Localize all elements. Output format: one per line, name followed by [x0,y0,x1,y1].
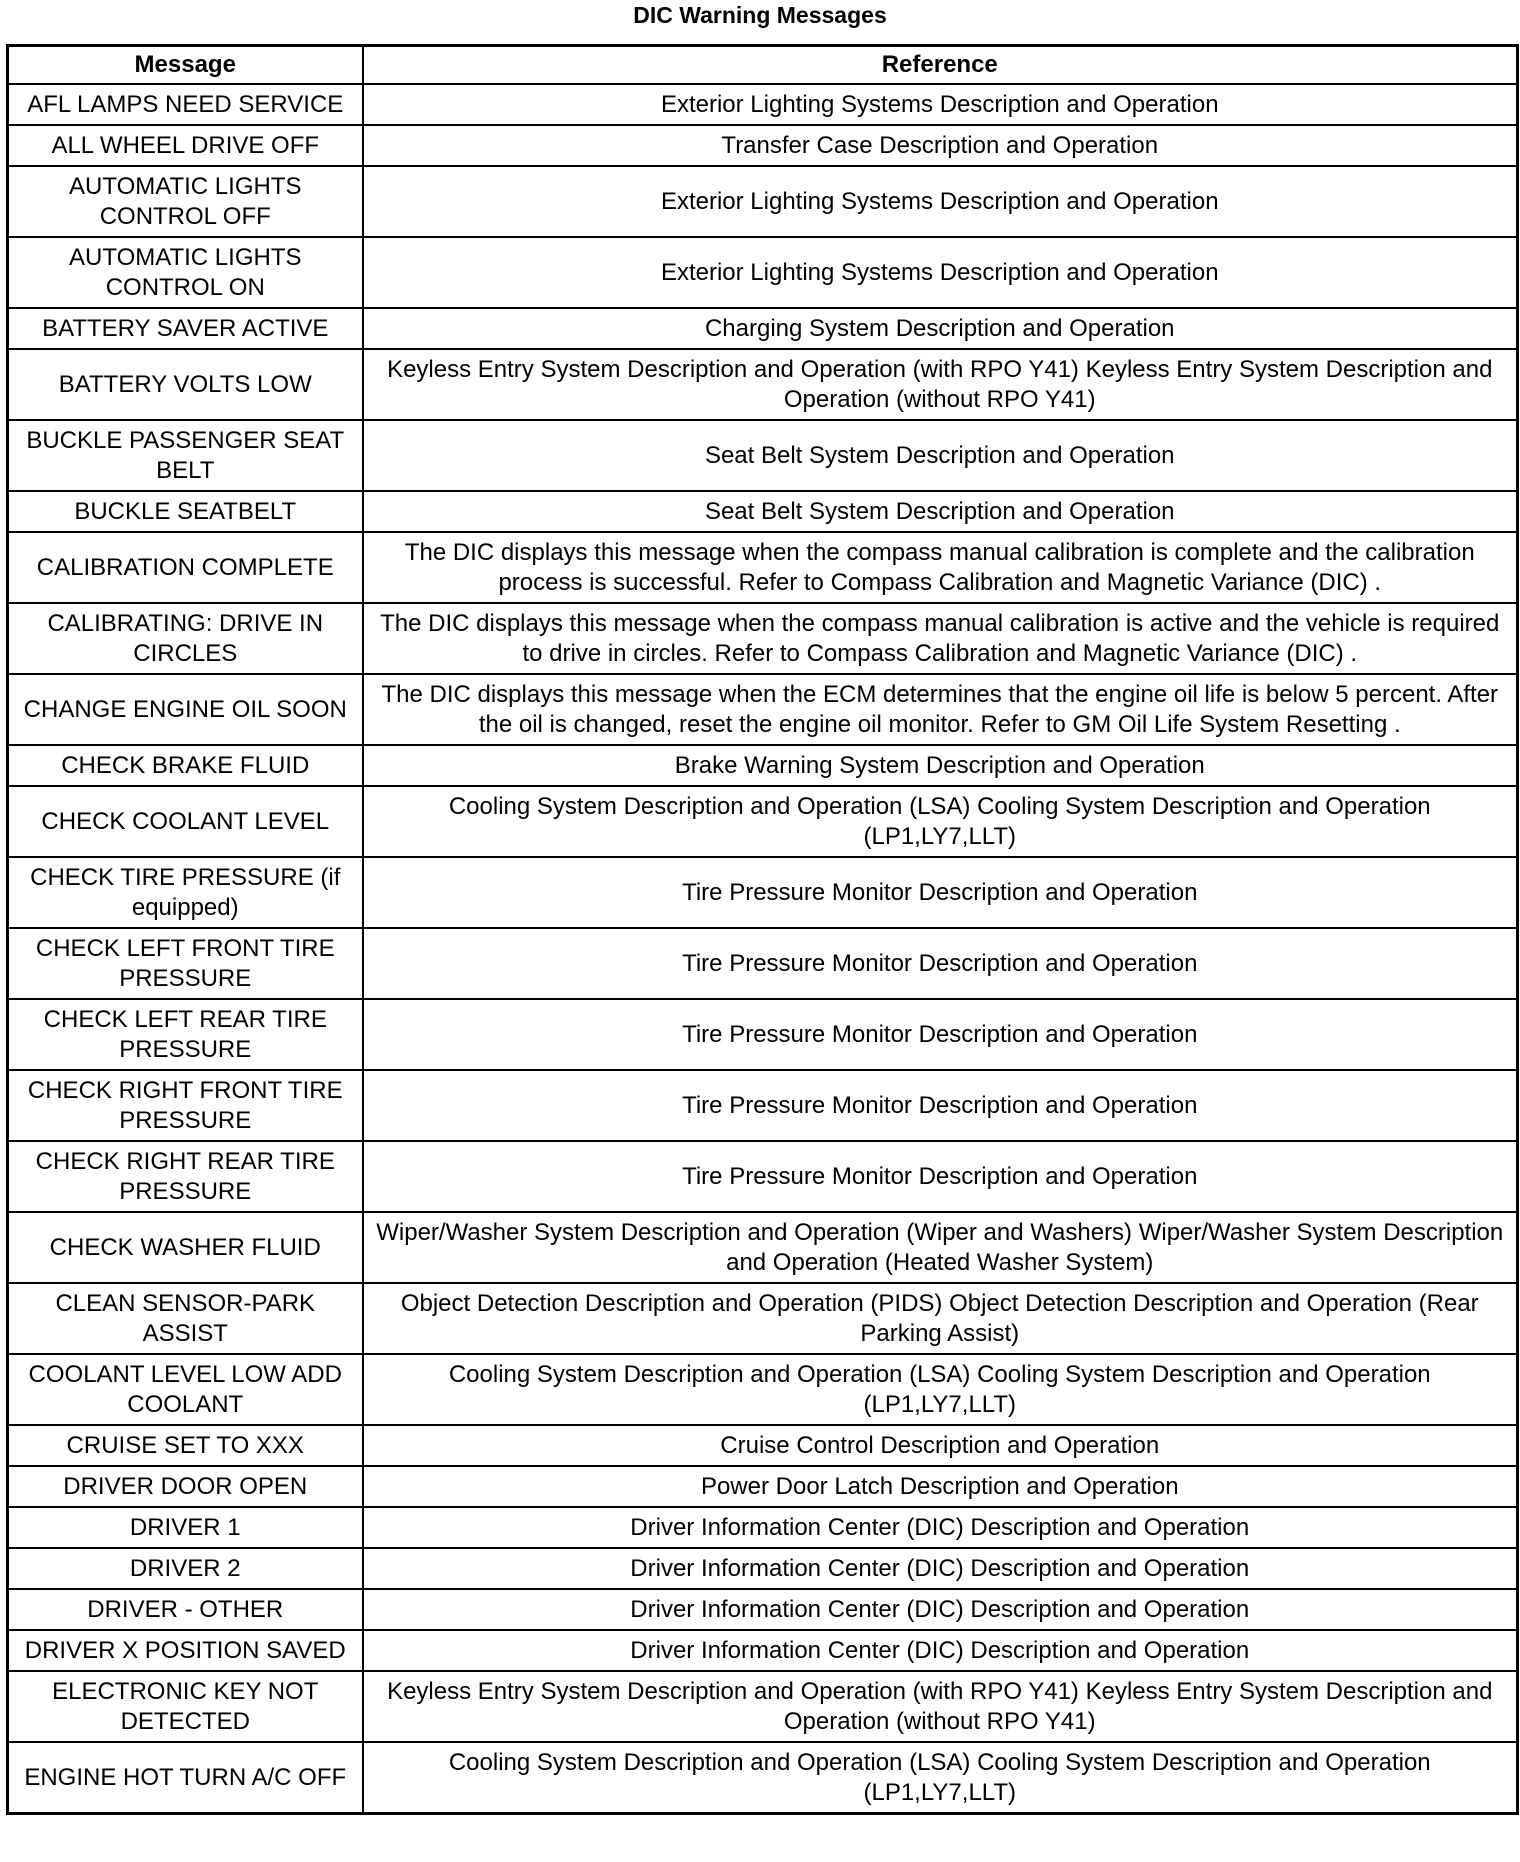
reference-cell: Driver Information Center (DIC) Description and Operation [363,1548,1518,1589]
table-row [8,1425,1518,1466]
reference-cell: Cooling System Description and Operation (LSA) Cooling System Description and Operation (LP1,LY7,LLT) [363,1354,1518,1425]
message-cell: BUCKLE PASSENGER SEAT BELT [8,420,363,491]
reference-cell: The DIC displays this message when the compass manual calibration is complete and the calibration process is successful. Refer to Compass Calibration and Magnetic Variance (DIC) . [363,532,1518,603]
message-cell: DRIVER X POSITION SAVED [8,1630,363,1671]
reference-cell: Exterior Lighting Systems Description and Operation [363,237,1518,308]
message-cell: CHANGE ENGINE OIL SOON [8,674,363,745]
table-row [8,745,1518,786]
message-cell: DRIVER - OTHER [8,1589,363,1630]
reference-cell: Keyless Entry System Description and Operation (with RPO Y41) Keyless Entry System Description and Operation (without RPO Y41) [363,349,1518,420]
reference-cell: Tire Pressure Monitor Description and Operation [363,857,1518,928]
table-row [8,1283,1518,1354]
table-row [8,491,1518,532]
message-cell: CHECK RIGHT REAR TIRE PRESSURE [8,1141,363,1212]
page-title: DIC Warning Messages [633,2,887,28]
message-cell: CALIBRATION COMPLETE [8,532,363,603]
reference-cell: Tire Pressure Monitor Description and Operation [363,1070,1518,1141]
table-row [8,84,1518,125]
table-row [8,674,1518,745]
reference-cell: Transfer Case Description and Operation [363,125,1518,166]
table-row [8,237,1518,308]
table-row [8,532,1518,603]
message-cell: ENGINE HOT TURN A/C OFF [8,1742,363,1814]
reference-cell: Power Door Latch Description and Operation [363,1466,1518,1507]
reference-cell: Cooling System Description and Operation (LSA) Cooling System Description and Operation (LP1,LY7,LLT) [363,786,1518,857]
message-cell: CLEAN SENSOR-PARK ASSIST [8,1283,363,1354]
reference-cell: Exterior Lighting Systems Description and Operation [363,166,1518,237]
table-header-row [8,46,1518,85]
message-cell: AUTOMATIC LIGHTS CONTROL OFF [8,166,363,237]
table-row [8,603,1518,674]
table-row [8,420,1518,491]
message-cell: CHECK COOLANT LEVEL [8,786,363,857]
message-cell: CHECK RIGHT FRONT TIRE PRESSURE [8,1070,363,1141]
message-cell: CHECK LEFT REAR TIRE PRESSURE [8,999,363,1070]
dic-warning-table [6,44,1519,1815]
message-cell: AFL LAMPS NEED SERVICE [8,84,363,125]
reference-cell: Seat Belt System Description and Operation [363,491,1518,532]
table-row [8,1354,1518,1425]
reference-cell: Object Detection Description and Operation (PIDS) Object Detection Description and Operation (Rear Parking Assist) [363,1283,1518,1354]
reference-cell: Tire Pressure Monitor Description and Operation [363,1141,1518,1212]
reference-cell: Brake Warning System Description and Operation [363,745,1518,786]
reference-cell: Tire Pressure Monitor Description and Operation [363,928,1518,999]
table-row [8,349,1518,420]
message-cell: BATTERY SAVER ACTIVE [8,308,363,349]
message-cell: CALIBRATING: DRIVE IN CIRCLES [8,603,363,674]
message-cell: ELECTRONIC KEY NOT DETECTED [8,1671,363,1742]
reference-cell: Cooling System Description and Operation (LSA) Cooling System Description and Operation (LP1,LY7,LLT) [363,1742,1518,1814]
reference-cell: The DIC displays this message when the ECM determines that the engine oil life is below 5 percent. After the oil is changed, reset the engine oil monitor. Refer to GM Oil Life System Resetting . [363,674,1518,745]
table-row [8,1589,1518,1630]
message-cell: CHECK BRAKE FLUID [8,745,363,786]
reference-cell: Cruise Control Description and Operation [363,1425,1518,1466]
reference-cell: Exterior Lighting Systems Description and Operation [363,84,1518,125]
table-row [8,1742,1518,1814]
reference-cell: The DIC displays this message when the compass manual calibration is active and the vehicle is required to drive in circles. Refer to Compass Calibration and Magnetic Variance (DIC) . [363,603,1518,674]
table-row [8,786,1518,857]
message-cell: CHECK WASHER FLUID [8,1212,363,1283]
table-row [8,1630,1518,1671]
table-row [8,1507,1518,1548]
reference-cell: Tire Pressure Monitor Description and Operation [363,999,1518,1070]
message-cell: BUCKLE SEATBELT [8,491,363,532]
message-cell: AUTOMATIC LIGHTS CONTROL ON [8,237,363,308]
reference-cell: Driver Information Center (DIC) Description and Operation [363,1507,1518,1548]
table-row [8,928,1518,999]
message-cell: DRIVER 1 [8,1507,363,1548]
table-row [8,308,1518,349]
reference-cell: Seat Belt System Description and Operation [363,420,1518,491]
message-cell: COOLANT LEVEL LOW ADD COOLANT [8,1354,363,1425]
table-row [8,1466,1518,1507]
reference-cell: Keyless Entry System Description and Operation (with RPO Y41) Keyless Entry System Description and Operation (without RPO Y41) [363,1671,1518,1742]
message-cell: CRUISE SET TO XXX [8,1425,363,1466]
message-cell: CHECK TIRE PRESSURE (if equipped) [8,857,363,928]
reference-cell: Driver Information Center (DIC) Description and Operation [363,1630,1518,1671]
column-header-message: Message [8,46,363,85]
message-cell: CHECK LEFT FRONT TIRE PRESSURE [8,928,363,999]
table-row [8,125,1518,166]
reference-cell: Charging System Description and Operation [363,308,1518,349]
table-row [8,166,1518,237]
message-cell: BATTERY VOLTS LOW [8,349,363,420]
reference-cell: Driver Information Center (DIC) Description and Operation [363,1589,1518,1630]
column-header-reference: Reference [363,46,1518,85]
message-cell: DRIVER DOOR OPEN [8,1466,363,1507]
table-row [8,1141,1518,1212]
table-row [8,1070,1518,1141]
message-cell: DRIVER 2 [8,1548,363,1589]
reference-cell: Wiper/Washer System Description and Operation (Wiper and Washers) Wiper/Washer System Description and Operation (Heated Washer System) [363,1212,1518,1283]
table-row [8,857,1518,928]
table-row [8,999,1518,1070]
table-row [8,1671,1518,1742]
table-row [8,1548,1518,1589]
table-row [8,1212,1518,1283]
message-cell: ALL WHEEL DRIVE OFF [8,125,363,166]
